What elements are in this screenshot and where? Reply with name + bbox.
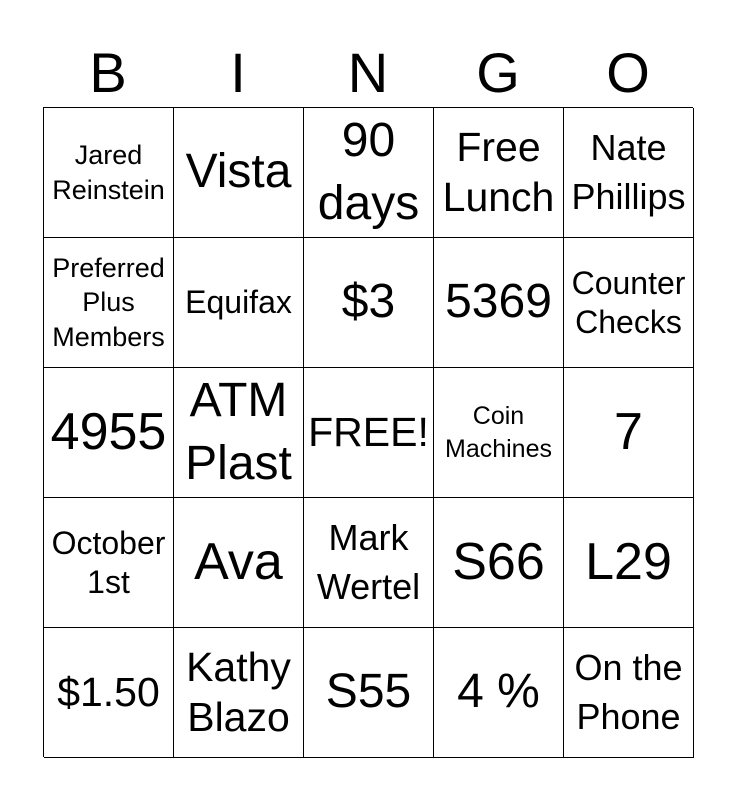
- cell-text: Counter Checks: [571, 265, 686, 340]
- bingo-cell-r1-c4[interactable]: [434, 108, 564, 238]
- bingo-cell-r4-c3[interactable]: [304, 498, 434, 628]
- bingo-cell-r1-c5[interactable]: [564, 108, 694, 238]
- bingo-cell-r2-c2[interactable]: [174, 238, 304, 368]
- cell-text: 4 %: [457, 665, 540, 719]
- header-letter-g: G: [476, 41, 520, 104]
- bingo-cell-r3-c1[interactable]: [44, 368, 174, 498]
- bingo-cell-r5-c4[interactable]: [434, 628, 564, 758]
- cell-text: S55: [325, 665, 412, 719]
- bingo-cell-r1-c3[interactable]: [304, 108, 434, 238]
- cell-text: Kathy Blazo: [186, 644, 291, 740]
- header-letter-n: N: [347, 41, 389, 104]
- header-letter-o: O: [606, 41, 650, 104]
- bingo-cell-r5-c5[interactable]: [564, 628, 694, 758]
- bingo-cell-r3-c4[interactable]: [434, 368, 564, 498]
- bingo-cell-r3-c5[interactable]: [564, 368, 694, 498]
- cell-text: On the Phone: [574, 646, 683, 737]
- cell-text: S66: [452, 532, 545, 591]
- bingo-cell-r2-c1[interactable]: [44, 238, 174, 368]
- cell-text: $1.50: [57, 668, 160, 715]
- cell-text: FREE!: [308, 408, 429, 455]
- bingo-cell-r2-c4[interactable]: [434, 238, 564, 368]
- bingo-cell-r2-c3[interactable]: [304, 238, 434, 368]
- cell-text: Coin Machines: [445, 402, 552, 463]
- bingo-cell-r3-c3[interactable]: [304, 368, 434, 498]
- header-letter-i: I: [230, 41, 246, 104]
- bingo-cell-r4-c1[interactable]: [44, 498, 174, 628]
- bingo-cell-r3-c2[interactable]: [174, 368, 304, 498]
- cell-text: 90 days: [317, 114, 420, 230]
- header-letter-b: B: [89, 41, 127, 104]
- cell-text: 5369: [445, 275, 552, 329]
- cell-text: Mark Wertel: [316, 516, 421, 607]
- bingo-cell-r4-c2[interactable]: [174, 498, 304, 628]
- bingo-header: [43, 38, 693, 108]
- bingo-cell-r5-c1[interactable]: [44, 628, 174, 758]
- cell-text: Nate Phillips: [571, 126, 686, 217]
- cell-text: October 1st: [51, 525, 166, 600]
- cell-text: ATM Plast: [185, 374, 292, 490]
- bingo-cell-r2-c5[interactable]: [564, 238, 694, 368]
- cell-text: Preferred Plus Members: [52, 253, 165, 352]
- bingo-cell-r5-c3[interactable]: [304, 628, 434, 758]
- bingo-cell-r1-c2[interactable]: [174, 108, 304, 238]
- bingo-cell-r1-c1[interactable]: [44, 108, 174, 238]
- cell-text: Jared Reinstein: [52, 140, 165, 205]
- cell-text: Free Lunch: [442, 124, 555, 220]
- cell-text: 4955: [50, 402, 167, 461]
- bingo-board: [43, 107, 693, 757]
- cell-text: L29: [585, 532, 672, 591]
- bingo-cell-r4-c5[interactable]: [564, 498, 694, 628]
- bingo-cell-r5-c2[interactable]: [174, 628, 304, 758]
- cell-text: Vista: [185, 145, 292, 199]
- cell-text: Equifax: [185, 284, 292, 321]
- cell-text: $3: [341, 275, 396, 329]
- cell-text: 7: [614, 402, 643, 461]
- cell-text: Ava: [194, 532, 283, 591]
- bingo-cell-r4-c4[interactable]: [434, 498, 564, 628]
